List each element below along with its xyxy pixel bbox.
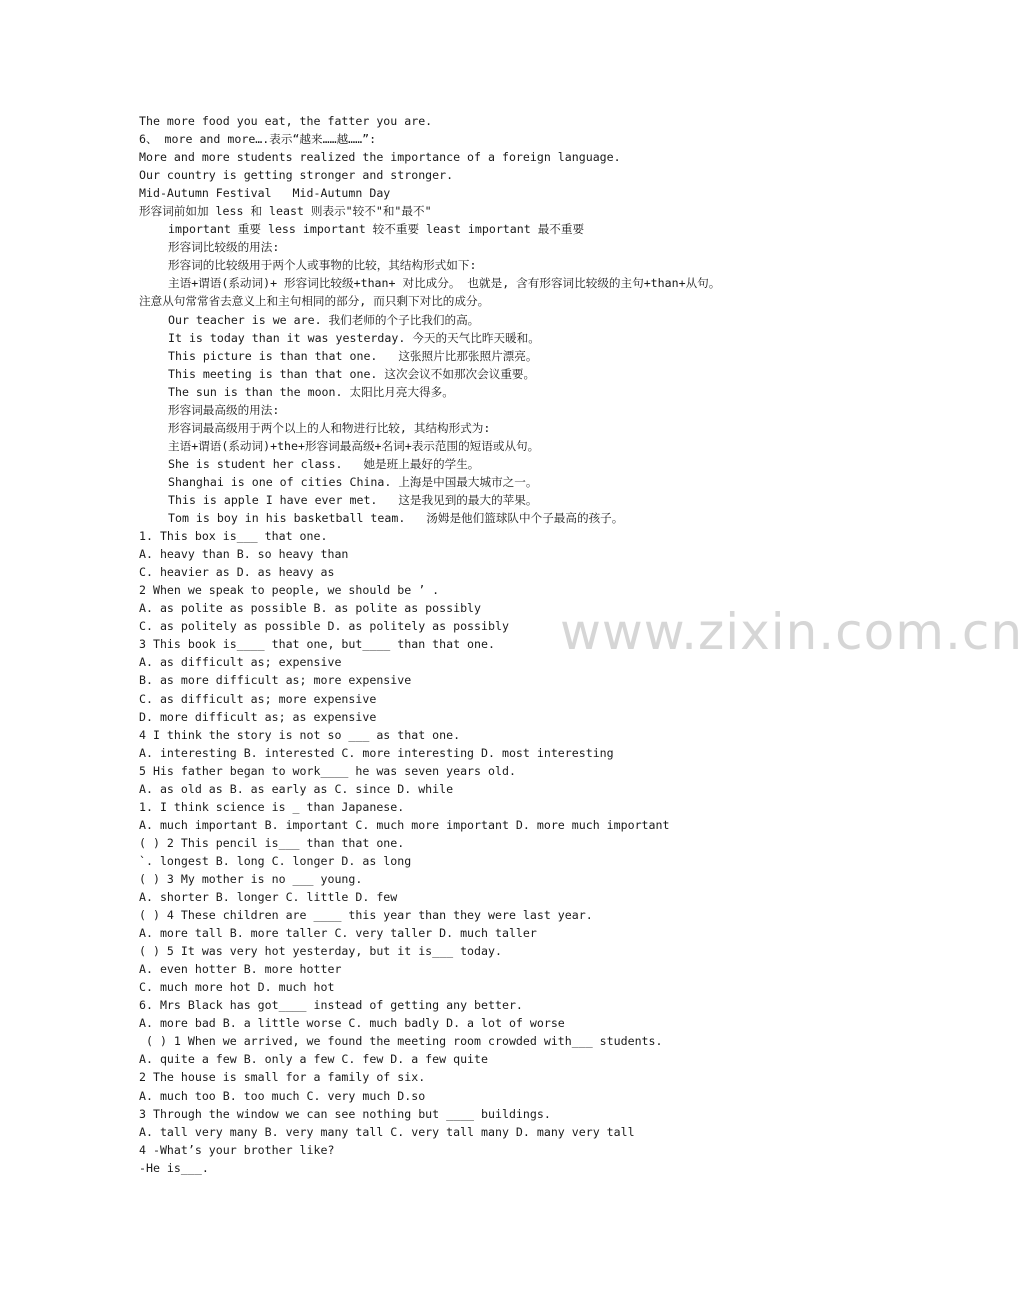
text-line: A. interesting B. interested C. more interesting D. most interesting [139,745,614,760]
text-line: important 重要 less important 较不重要 least important 最不重要 [168,222,585,237]
text-line: 形容词比较级的用法: [168,240,280,255]
text-line: A. as polite as possible B. as polite as possibly [139,601,482,616]
text-line: A. heavy than B. so heavy than [139,547,349,562]
text-line: -He is___. [139,1160,209,1175]
text-line: 1. This box is___ that one. [139,529,328,544]
text-line: A. much too B. too much C. very much D.so [139,1088,426,1103]
text-line: D. more difficult as; as expensive [139,709,377,724]
text-line: C. heavier as D. as heavy as [139,565,335,580]
text-line: ( ) 5 It was very hot yesterday, but it is___ today. [139,944,502,959]
text-line: C. as politely as possible D. as politely as possibly [139,619,509,634]
text-line: 5 His father began to work____ he was seven years old. [139,763,516,778]
text-line: 1. I think science is _ than Japanese. [139,799,405,814]
text-line: 4 -What’s your brother like? [139,1142,335,1157]
text-line: 3 This book is____ that one, but____ than that one. [139,637,495,652]
document-body [139,112,1023,1177]
text-line: She is student her class. 她是班上最好的学生。 [168,456,480,471]
text-line: A. more tall B. more taller C. very taller D. much taller [139,926,537,941]
text-line: C. much more hot D. much hot [139,980,335,995]
text-line: 3 Through the window we can see nothing but ____ buildings. [139,1106,551,1121]
text-line: ( ) 1 When we arrived, we found the meeting room crowded with___ students. [139,1034,663,1049]
text-line: 2 The house is small for a family of six. [139,1070,426,1085]
text-line: The sun is than the moon. 太阳比月亮大得多。 [168,384,454,399]
text-line: 注意从句常常省去意义上和主句相同的部分, 而只剩下对比的成分。 [139,294,490,309]
text-line: B. as more difficult as; more expensive [139,673,412,688]
text-line: A. shorter B. longer C. little D. few [139,890,398,905]
text-line: ( ) 2 This pencil is___ than that one. [139,835,405,850]
text-line: A. even hotter B. more hotter [139,962,342,977]
text-line: A. as difficult as; expensive [139,655,342,670]
text-line: A. more bad B. a little worse C. much badly D. a lot of worse [139,1016,565,1031]
text-line: ( ) 3 My mother is no ___ young. [139,871,363,886]
text-line: A. as old as B. as early as C. since D. while [139,781,454,796]
text-line: Mid-Autumn Festival Mid-Autumn Day [139,186,391,201]
text-line: 6. Mrs Black has got____ instead of getting any better. [139,998,523,1013]
text-line: A. quite a few B. only a few C. few D. a few quite [139,1052,489,1067]
text-line: More and more students realized the importance of a foreign language. [139,150,621,165]
text-line: Our country is getting stronger and stronger. [139,168,454,183]
text-line: Our teacher is we are. 我们老师的个子比我们的高。 [168,312,480,327]
watermark: www.zixin.com.cn [560,603,1023,661]
text-line: 主语+谓语(系动词)+the+形容词最高级+名词+表示范围的短语或从句。 [168,438,540,453]
text-line: Shanghai is one of cities China. 上海是中国最大城市之一。 [168,474,538,489]
text-line: ( ) 4 These children are ____ this year than they were last year. [139,908,593,923]
text-line: A. tall very many B. very many tall C. very tall many D. many very tall [139,1124,635,1139]
text-line: 形容词的比较级用于两个人或事物的比较，其结构形式如下: [168,258,477,273]
text-line: 形容词最高级用于两个以上的人和物进行比较, 其结构形式为: [168,420,491,435]
text-line: 6、 more and more….表示“越来……越……”: [139,132,377,147]
text-line: A. much important B. important C. much more important D. more much important [139,817,670,832]
text-line: 4 I think the story is not so ___ as that one. [139,727,461,742]
text-line: This meeting is than that one. 这次会议不如那次会议重要。 [168,366,536,381]
text-line: This is apple I have ever met. 这是我见到的最大的苹果。 [168,492,538,507]
text-line: 2 When we speak to people, we should be ’ . [139,583,440,598]
text-line: 主语+谓语(系动词)+ 形容词比较级+than+ 对比成分。 也就是, 含有形容词比较级的主句+than+从句。 [168,276,721,291]
text-line: `. longest B. long C. longer D. as long [139,853,412,868]
text-line: C. as difficult as; more expensive [139,691,377,706]
text-line: It is today than it was yesterday. 今天的天气比昨天暖和。 [168,330,540,345]
text-line: This picture is than that one. 这张照片比那张照片漂亮。 [168,348,538,363]
text-line: The more food you eat, the fatter you are. [139,114,433,128]
text-line: 形容词最高级的用法: [168,402,280,417]
text-line: Tom is boy in his basketball team. 汤姆是他们篮球队中个子最高的孩子。 [168,511,624,526]
text-line: 形容词前如加 less 和 least 则表示"较不"和"最不" [139,204,432,219]
